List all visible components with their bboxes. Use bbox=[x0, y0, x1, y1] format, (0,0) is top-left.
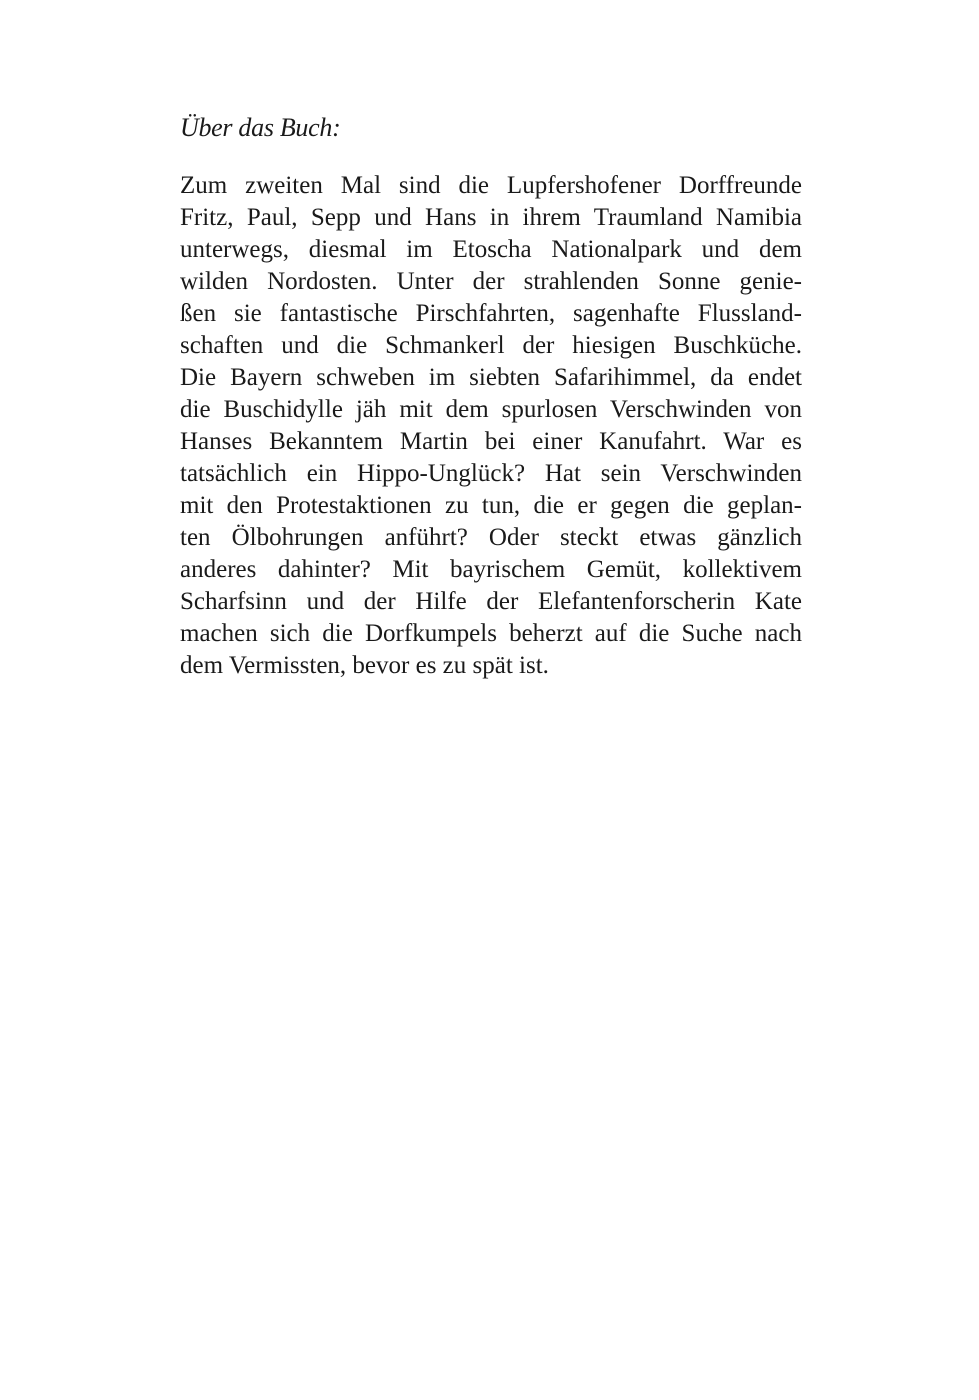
text-line: unterwegs, diesmal im Etoscha Nationalpark und dem bbox=[180, 236, 802, 263]
text-line: dem Vermissten, bevor es zu spät ist. bbox=[180, 652, 549, 679]
text-line: schaften und die Schmankerl der hiesigen Buschküche. bbox=[180, 332, 802, 359]
text-line: anderes dahinter? Mit bayrischem Gemüt, kollektivem bbox=[180, 556, 802, 583]
text-line: Scharfsinn und der Hilfe der Elefantenforscherin Kate bbox=[180, 588, 802, 615]
text-line: Die Bayern schweben im siebten Safarihimmel, da endet bbox=[180, 364, 802, 391]
text-line: ßen sie fantastische Pirschfahrten, sagenhafte Flussland- bbox=[180, 300, 802, 327]
text-line: die Buschidylle jäh mit dem spurlosen Verschwinden von bbox=[180, 396, 802, 423]
text-line: machen sich die Dorfkumpels beherzt auf die Suche nach bbox=[180, 620, 802, 647]
text-line: tatsächlich ein Hippo-Unglück? Hat sein Verschwinden bbox=[180, 460, 802, 487]
text-line: ten Ölbohrungen anführt? Oder steckt etwas gänzlich bbox=[180, 524, 802, 551]
text-line: Hanses Bekanntem Martin bei einer Kanufahrt. War es bbox=[180, 428, 802, 455]
section-heading: Über das Buch: bbox=[180, 113, 341, 142]
text-line: mit den Protestaktionen zu tun, die er gegen die geplan- bbox=[180, 492, 802, 519]
text-line: wilden Nordosten. Unter der strahlenden Sonne genie- bbox=[180, 268, 802, 295]
text-line: Zum zweiten Mal sind die Lupfershofener Dorffreunde bbox=[180, 172, 802, 199]
book-description bbox=[180, 170, 802, 682]
text-line: Fritz, Paul, Sepp und Hans in ihrem Traumland Namibia bbox=[180, 204, 802, 231]
